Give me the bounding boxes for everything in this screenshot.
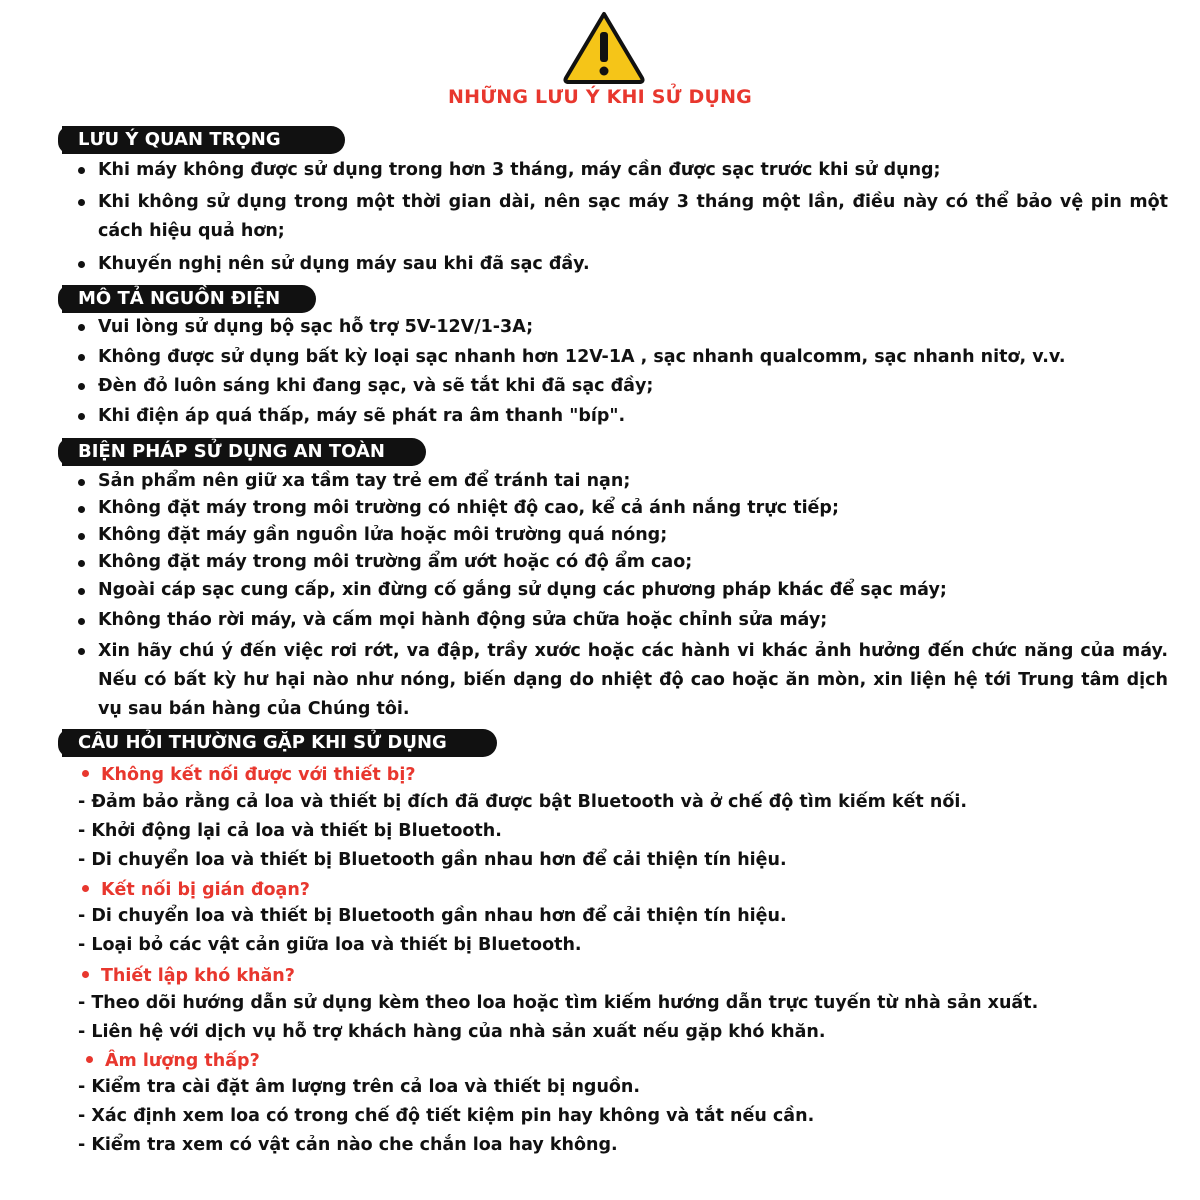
list-item: Đèn đỏ luôn sáng khi đang sạc, và sẽ tắt khi đã sạc đầy; — [78, 372, 1178, 402]
faq-answer: - Di chuyển loa và thiết bị Bluetooth gần nhau hơn để cải thiện tín hiệu. — [78, 850, 787, 870]
warning-triangle-icon — [562, 10, 646, 84]
faq-answer: - Xác định xem loa có trong chế độ tiết kiệm pin hay không và tắt nếu cần. — [78, 1106, 815, 1126]
list-item: Khi không sử dụng trong một thời gian dài, nên sạc máy 3 tháng một lần, điều này có thể bảo vệ pin một cách hiệu quả hơn; — [78, 188, 1168, 247]
list-item: Khi điện áp quá thấp, máy sẽ phát ra âm thanh "bíp". — [78, 402, 1178, 432]
faq-answer: - Kiểm tra xem có vật cản nào che chắn loa hay không. — [78, 1135, 618, 1155]
list-item: Vui lòng sử dụng bộ sạc hỗ trợ 5V-12V/1-3A; — [78, 313, 1178, 343]
list-item: Không đặt máy trong môi trường ẩm ướt hoặc có độ ẩm cao; — [78, 549, 1178, 576]
section-list-safety — [78, 468, 1178, 724]
faq-answer: - Loại bỏ các vật cản giữa loa và thiết bị Bluetooth. — [78, 935, 582, 955]
faq-answer: - Kiểm tra cài đặt âm lượng trên cả loa và thiết bị nguồn. — [78, 1077, 641, 1097]
section-heading-power: MÔ TẢ NGUỒN ĐIỆN — [62, 285, 316, 313]
faq-question — [82, 765, 415, 785]
section-list-power — [78, 313, 1178, 431]
bullet-icon — [82, 770, 89, 777]
section-heading-faq: CÂU HỎI THƯỜNG GẶP KHI SỬ DỤNG — [62, 729, 497, 757]
faq-question-text: Âm lượng thấp? — [105, 1051, 260, 1071]
faq-question-text: Thiết lập khó khăn? — [101, 966, 295, 986]
list-item: Không đặt máy gần nguồn lửa hoặc môi trường quá nóng; — [78, 522, 1178, 549]
list-item: Không tháo rời máy, và cấm mọi hành động sửa chữa hoặc chỉnh sửa máy; — [78, 607, 1178, 634]
faq-question-text: Kết nối bị gián đoạn? — [101, 880, 310, 900]
faq-answer: - Di chuyển loa và thiết bị Bluetooth gần nhau hơn để cải thiện tín hiệu. — [78, 906, 787, 926]
section-heading-safety: BIỆN PHÁP SỬ DỤNG AN TOÀN — [62, 438, 426, 466]
list-item: Xin hãy chú ý đến việc rơi rớt, va đập, trầy xước hoặc các hành vi khác ảnh hưởng đến chức năng của máy. Nếu có bất kỳ hư hại nào như nóng, biến dạng do nhiệt độ cao hoặc ăn mòn, xin liện hệ tới Trung tâm dịch vụ sau bán hàng của Chúng tôi. — [78, 637, 1168, 724]
bullet-icon — [82, 971, 89, 978]
section-heading-important: LƯU Ý QUAN TRỌNG — [62, 126, 345, 154]
faq-question — [82, 966, 295, 986]
page-title: NHỮNG LƯU Ý KHI SỬ DỤNG — [448, 86, 752, 108]
bullet-icon — [82, 885, 89, 892]
faq-answer: - Đảm bảo rằng cả loa và thiết bị đích đã được bật Bluetooth và ở chế độ tìm kiếm kết nối. — [78, 792, 968, 812]
section-list-important — [78, 156, 1178, 279]
faq-answer: - Liên hệ với dịch vụ hỗ trợ khách hàng của nhà sản xuất nếu gặp khó khăn. — [78, 1022, 826, 1042]
list-item: Không được sử dụng bất kỳ loại sạc nhanh hơn 12V-1A , sạc nhanh qualcomm, sạc nhanh nitơ, v.v. — [78, 343, 1178, 373]
list-item: Không đặt máy trong môi trường có nhiệt độ cao, kể cả ánh nắng trực tiếp; — [78, 495, 1178, 522]
list-item: Ngoài cáp sạc cung cấp, xin đừng cố gắng sử dụng các phương pháp khác để sạc máy; — [78, 577, 1178, 604]
bullet-icon — [86, 1056, 93, 1063]
list-item: Sản phẩm nên giữ xa tầm tay trẻ em để tránh tai nạn; — [78, 468, 1178, 495]
faq-question-text: Không kết nối được với thiết bị? — [101, 765, 416, 785]
faq-question — [86, 1051, 260, 1071]
faq-question — [82, 880, 310, 900]
list-item: Khi máy không được sử dụng trong hơn 3 tháng, máy cần được sạc trước khi sử dụng; — [78, 156, 1178, 186]
faq-answer: - Khởi động lại cả loa và thiết bị Bluetooth. — [78, 821, 502, 841]
faq-answer: - Theo dõi hướng dẫn sử dụng kèm theo loa hoặc tìm kiếm hướng dẫn trực tuyến từ nhà sản xuất. — [78, 993, 1039, 1013]
list-item: Khuyến nghị nên sử dụng máy sau khi đã sạc đầy. — [78, 250, 1178, 280]
